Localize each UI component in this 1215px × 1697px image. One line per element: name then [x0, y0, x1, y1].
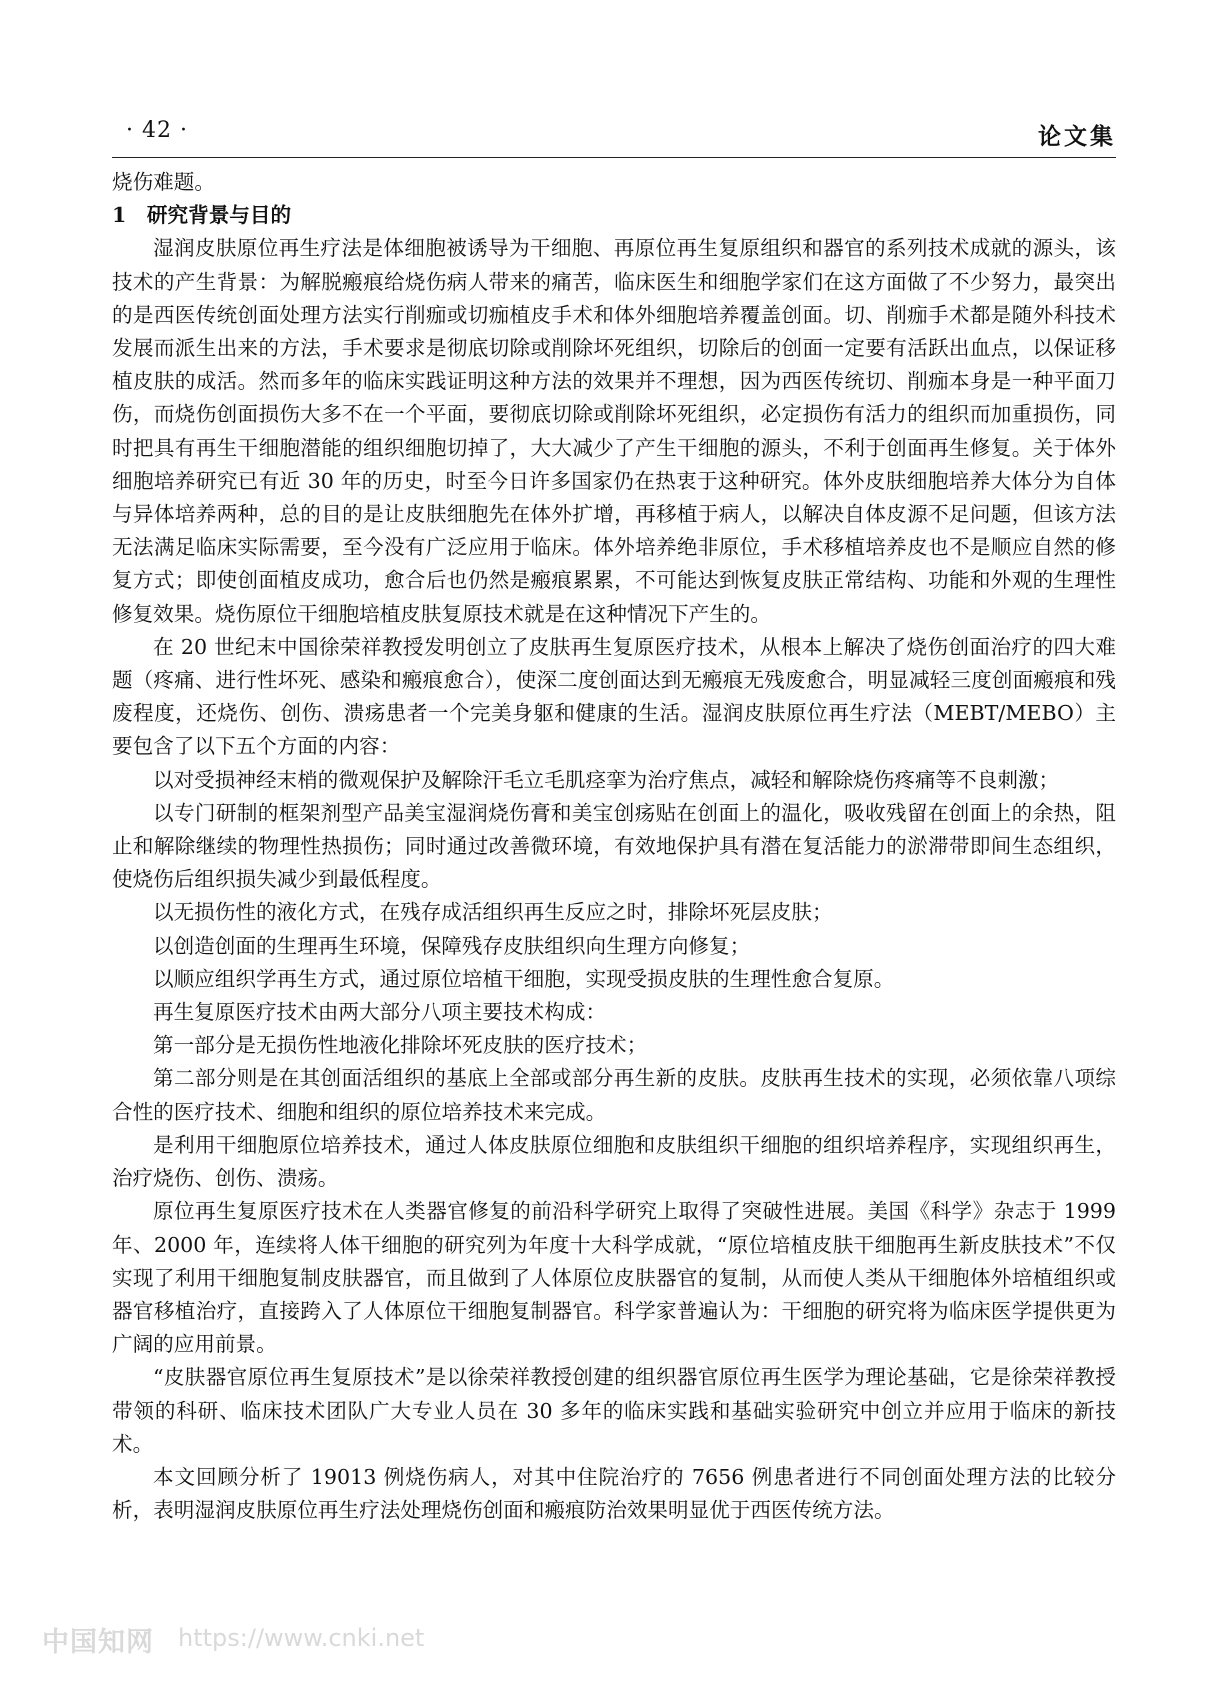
cnki-logo: 中国知网 — [42, 1627, 154, 1658]
paragraph: 以无损伤性的液化方式，在残存成活组织再生反应之时，排除坏死层皮肤； — [153, 900, 833, 925]
paragraph: 再生复原医疗技术由两大部分八项主要技术构成： — [153, 1000, 607, 1025]
paragraph: 以创造创面的生理再生环境，保障残存皮肤组织向生理方向修复； — [153, 933, 751, 958]
paragraph: 第一部分是无损伤性地液化排除坏死皮肤的医疗技术； — [153, 1033, 648, 1058]
paragraph: 以顺应组织学再生方式，通过原位培植干细胞，实现受损皮肤的生理性愈合复原。 — [153, 966, 895, 991]
paragraph: 湿润皮肤原位再生疗法是体细胞被诱导为干细胞、再原位再生复原组织和器官的系列技术成就的源头，该技术的产生背景：为解脱瘢痕给烧伤病人带来的痛苦，临床医生和细胞学家们在这方面做了不少努力，最突出的是西医传统创面处理方法实行削痂或切痂植皮手术和体外细胞培养覆盖创面。切、削痂手术都是随外科技术发展而派生出来的方法，手术要求是彻底切除或削除坏死组织，切除后的创面一定要有活跃出血点，以保证移植皮肤的成活。然而多年的临床实践证明这种方法的效果并不理想，因为西医传统切、削痂本身是一种平面刀伤，而烧伤创面损伤大多不在一个平面，要彻底切除或削除坏死组织，必定损伤有活力的组织而加重损伤，同时把具有再生干细胞潜能的组织细胞切掉了，大大减少了产生干细胞的源头，不利于创面再生修复。关于体外细胞培养研究已有近 30 年的历史，时至今日许多国家仍在热衷于这种研究。体外皮肤细胞培养大体分为自体与异体培养两种，总的目的是让皮肤细胞先在体外扩增，再移植于病人，以解决自体皮源不足问题，但该方法无法满足临床实际需要，至今没有广泛应用于临床。体外培养绝非原位，手术移植培养皮也不是顺应自然的修复方式；即使创面植皮成功，愈合后也仍然是瘢痕累累，不可能达到恢复皮肤正常结构、功能和外观的生理性修复效果。烧伤原位干细胞培植皮肤复原技术就是在这种情况下产生的。 — [112, 236, 1116, 626]
paragraph: 在 20 世纪末中国徐荣祥教授发明创立了皮肤再生复原医疗技术，从根本上解决了烧伤创面治疗的四大难题（疼痛、进行性坏死、感染和瘢痕愈合），使深二度创面达到无瘢痕无残废愈合，明显减轻三度创面瘢痕和残废程度，还烧伤、创伤、溃疡患者一个完美身躯和健康的生活。湿润皮肤原位再生疗法（MEBT/MEBO）主要包含了以下五个方面的内容： — [112, 634, 1116, 759]
cnki-link[interactable]: https://www.cnki.net — [178, 1624, 425, 1652]
article-body — [112, 166, 1116, 1527]
page-header — [112, 118, 1116, 152]
section-heading: 1 研究背景与目的 — [112, 203, 292, 228]
collection-title: 论文集 — [1038, 123, 1116, 150]
paragraph: 本文回顾分析了 19013 例烧伤病人，对其中住院治疗的 7656 例患者进行不同创面处理方法的比较分析，表明湿润皮肤原位再生疗法处理烧伤创面和瘢痕防治效果明显优于西医传统方法。 — [112, 1464, 1116, 1523]
paragraph: 以对受损神经末梢的微观保护及解除汗毛立毛肌痉挛为治疗焦点，减轻和解除烧伤疼痛等不良刺激； — [153, 767, 1060, 792]
page-number: · 42 · — [126, 118, 188, 143]
paragraph: 是利用干细胞原位培养技术，通过人体皮肤原位细胞和皮肤组织干细胞的组织培养程序，实现组织再生，治疗烧伤、创伤、溃疡。 — [112, 1132, 1116, 1191]
paragraph: 原位再生复原医疗技术在人类器官修复的前沿科学研究上取得了突破性进展。美国《科学》杂志于 1999 年、2000 年，连续将人体干细胞的研究列为年度十大科学成就，“原位培植皮肤干细胞再生新皮肤技术”不仅实现了利用干细胞复制皮肤器官，而且做到了人体原位皮肤器官的复制，从而使人类从干细胞体外培植组织或器官移植治疗，直接跨入了人体原位干细胞复制器官。科学家普遍认为：干细胞的研究将为临床医学提供更为广阔的应用前景。 — [112, 1199, 1116, 1357]
header-rule — [112, 157, 1116, 158]
continuation-text: 烧伤难题。 — [112, 170, 215, 194]
paragraph: “皮肤器官原位再生复原技术”是以徐荣祥教授创建的组织器官原位再生医学为理论基础，它是徐荣祥教授带领的科研、临床技术团队广大专业人员在 30 多年的临床实践和基础实验研究中创立并应用于临床的新技术。 — [112, 1365, 1116, 1456]
paragraph: 第二部分则是在其创面活组织的基底上全部或部分再生新的皮肤。皮肤再生技术的实现，必须依靠八项综合性的医疗技术、细胞和组织的原位培养技术来完成。 — [112, 1066, 1116, 1124]
paragraph: 以专门研制的框架剂型产品美宝湿润烧伤膏和美宝创疡贴在创面上的温化，吸收残留在创面上的余热，阻止和解除继续的物理性热损伤；同时通过改善微环境，有效地保护具有潜在复活能力的淤滞带即间生态组织，使烧伤后组织损失减少到最低程度。 — [112, 800, 1116, 892]
